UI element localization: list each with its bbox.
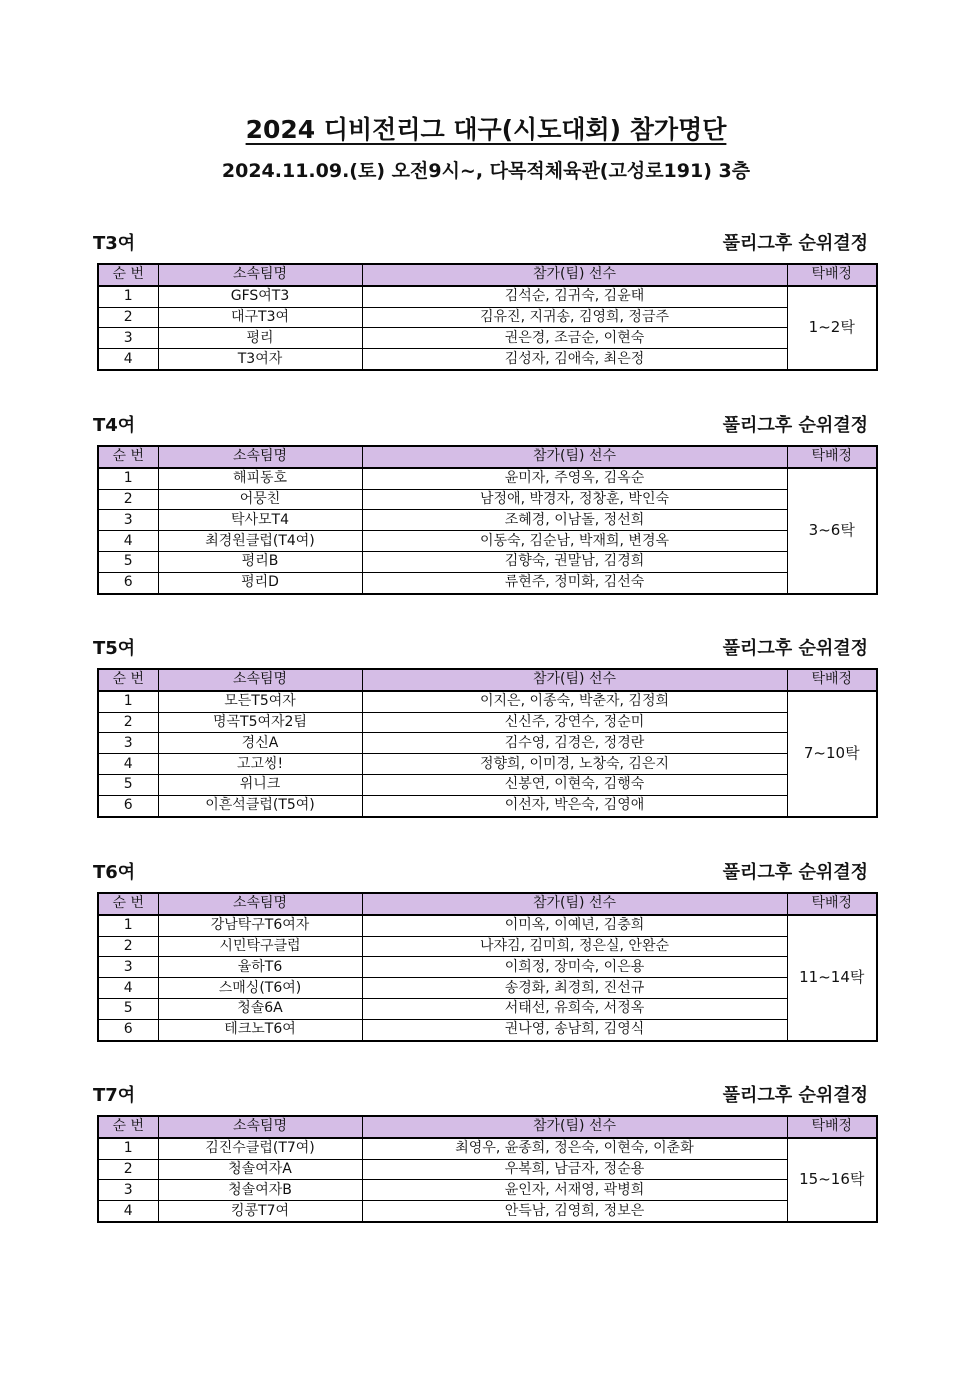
player-names: 김성자, 김애숙, 최은정	[362, 349, 787, 370]
section-note: 풀리그후 순위결정	[722, 638, 868, 659]
roster-table	[97, 263, 878, 371]
team-name: 명곡T5여자2팀	[158, 712, 362, 733]
row-number: 3	[98, 1180, 158, 1201]
team-name: 평리	[158, 328, 362, 349]
table-row	[98, 936, 877, 957]
table-assignment: 1~2탁	[787, 286, 877, 370]
header-table-assignment: 탁배정	[787, 446, 877, 468]
player-names: 이미옥, 이예년, 김충희	[362, 915, 787, 936]
section-label: T5여	[93, 638, 136, 659]
header-number: 순 번	[98, 446, 158, 468]
player-names: 신봉연, 이현숙, 김행숙	[362, 774, 787, 795]
table-header-row	[98, 669, 877, 691]
table-header-row	[98, 893, 877, 915]
table-row	[98, 1138, 877, 1159]
table-row	[98, 510, 877, 531]
row-number: 3	[98, 733, 158, 754]
player-names: 안득남, 김영희, 정보은	[362, 1201, 787, 1222]
table-assignment: 11~14탁	[787, 915, 877, 1041]
header-team: 소속팀명	[158, 1116, 362, 1138]
table-row	[98, 551, 877, 572]
header-number: 순 번	[98, 264, 158, 286]
team-name: 강남탁구T6여자	[158, 915, 362, 936]
table-row	[98, 286, 877, 307]
section-label: T7여	[93, 1085, 136, 1106]
table-row	[98, 1159, 877, 1180]
player-names: 이희정, 장미숙, 이은용	[362, 957, 787, 978]
header-team: 소속팀명	[158, 669, 362, 691]
table-row	[98, 531, 877, 552]
player-names: 윤인자, 서재영, 곽병희	[362, 1180, 787, 1201]
player-names: 정향희, 이미경, 노창숙, 김은지	[362, 754, 787, 775]
team-name: 평리D	[158, 572, 362, 593]
row-number: 4	[98, 531, 158, 552]
table-row	[98, 1180, 877, 1201]
player-names: 윤미자, 주영옥, 김옥순	[362, 468, 787, 489]
team-name: 테크노T6여	[158, 1019, 362, 1040]
table-row	[98, 691, 877, 712]
team-name: 시민탁구클럽	[158, 936, 362, 957]
header-number: 순 번	[98, 893, 158, 915]
table-row	[98, 349, 877, 370]
player-names: 권나영, 송남희, 김영식	[362, 1019, 787, 1040]
player-names: 남정애, 박경자, 정창훈, 박인숙	[362, 489, 787, 510]
team-name: 고고씽!	[158, 754, 362, 775]
table-row	[98, 572, 877, 593]
table-row	[98, 468, 877, 489]
row-number: 6	[98, 795, 158, 816]
row-number: 4	[98, 349, 158, 370]
team-name: 경신A	[158, 733, 362, 754]
row-number: 5	[98, 551, 158, 572]
player-names: 조혜경, 이남돌, 정선희	[362, 510, 787, 531]
header-table-assignment: 탁배정	[787, 1116, 877, 1138]
table-row	[98, 998, 877, 1019]
table-row	[98, 489, 877, 510]
row-number: 2	[98, 936, 158, 957]
roster-table	[97, 445, 878, 595]
table-row	[98, 328, 877, 349]
row-number: 1	[98, 1138, 158, 1159]
table-row	[98, 795, 877, 816]
player-names: 신신주, 강연수, 정순미	[362, 712, 787, 733]
section-note: 풀리그후 순위결정	[722, 862, 868, 883]
team-name: 어뭉친	[158, 489, 362, 510]
section-label: T4여	[93, 415, 136, 436]
row-number: 1	[98, 286, 158, 307]
player-names: 우복희, 남금자, 정순용	[362, 1159, 787, 1180]
row-number: 6	[98, 572, 158, 593]
page-title: 2024 디비전리그 대구(시도대회) 참가명단	[245, 115, 727, 144]
row-number: 4	[98, 1201, 158, 1222]
team-name: 최경원클럽(T4여)	[158, 531, 362, 552]
team-name: 이흔석클럽(T5여)	[158, 795, 362, 816]
team-name: 킹콩T7여	[158, 1201, 362, 1222]
header-players: 참가(팀) 선수	[362, 1116, 787, 1138]
header-team: 소속팀명	[158, 264, 362, 286]
team-name: 율하T6	[158, 957, 362, 978]
row-number: 4	[98, 754, 158, 775]
row-number: 5	[98, 998, 158, 1019]
header-table-assignment: 탁배정	[787, 669, 877, 691]
team-name: 청솔여자A	[158, 1159, 362, 1180]
team-name: 위니크	[158, 774, 362, 795]
roster-table	[97, 668, 878, 818]
table-row	[98, 1019, 877, 1040]
team-name: GFS여T3	[158, 286, 362, 307]
player-names: 권은경, 조금순, 이현숙	[362, 328, 787, 349]
row-number: 4	[98, 978, 158, 999]
row-number: 2	[98, 712, 158, 733]
team-name: 스매싱(T6여)	[158, 978, 362, 999]
row-number: 2	[98, 1159, 158, 1180]
player-names: 이동숙, 김순남, 박재희, 변경옥	[362, 531, 787, 552]
header-team: 소속팀명	[158, 446, 362, 468]
table-assignment: 7~10탁	[787, 691, 877, 817]
table-row	[98, 733, 877, 754]
team-name: T3여자	[158, 349, 362, 370]
player-names: 서태선, 유희숙, 서정옥	[362, 998, 787, 1019]
team-name: 평리B	[158, 551, 362, 572]
table-row	[98, 307, 877, 328]
row-number: 3	[98, 510, 158, 531]
player-names: 김향숙, 권말남, 김경희	[362, 551, 787, 572]
player-names: 송경화, 최경희, 진선규	[362, 978, 787, 999]
header-players: 참가(팀) 선수	[362, 669, 787, 691]
section-label: T3여	[93, 233, 136, 254]
row-number: 2	[98, 307, 158, 328]
header-table-assignment: 탁배정	[787, 264, 877, 286]
header-players: 참가(팀) 선수	[362, 264, 787, 286]
player-names: 김수영, 김경은, 정경란	[362, 733, 787, 754]
team-name: 모든T5여자	[158, 691, 362, 712]
player-names: 류현주, 정미화, 김선숙	[362, 572, 787, 593]
player-names: 이선자, 박은숙, 김영애	[362, 795, 787, 816]
table-row	[98, 957, 877, 978]
section-note: 풀리그후 순위결정	[722, 233, 868, 254]
player-names: 최영우, 윤종희, 정은숙, 이현숙, 이춘화	[362, 1138, 787, 1159]
section-label: T6여	[93, 862, 136, 883]
player-names: 김유진, 지귀송, 김영희, 정금주	[362, 307, 787, 328]
table-header-row	[98, 264, 877, 286]
table-row	[98, 712, 877, 733]
team-name: 탁사모T4	[158, 510, 362, 531]
row-number: 6	[98, 1019, 158, 1040]
row-number: 5	[98, 774, 158, 795]
page-subtitle: 2024.11.09.(토) 오전9시~, 다목적체육관(고성로191) 3층	[221, 160, 751, 182]
page-title-wrap	[0, 110, 972, 146]
header-table-assignment: 탁배정	[787, 893, 877, 915]
team-name: 청솔6A	[158, 998, 362, 1019]
row-number: 3	[98, 328, 158, 349]
player-names: 이지은, 이종숙, 박춘자, 김정희	[362, 691, 787, 712]
team-name: 청솔여자B	[158, 1180, 362, 1201]
table-row	[98, 754, 877, 775]
team-name: 대구T3여	[158, 307, 362, 328]
player-names: 나쟈김, 김미희, 정은실, 안완순	[362, 936, 787, 957]
section-note: 풀리그후 순위결정	[722, 415, 868, 436]
table-row	[98, 978, 877, 999]
table-row	[98, 915, 877, 936]
header-number: 순 번	[98, 669, 158, 691]
row-number: 1	[98, 915, 158, 936]
row-number: 1	[98, 468, 158, 489]
header-team: 소속팀명	[158, 893, 362, 915]
header-number: 순 번	[98, 1116, 158, 1138]
table-row	[98, 1201, 877, 1222]
row-number: 3	[98, 957, 158, 978]
roster-table	[97, 892, 878, 1042]
roster-table	[97, 1115, 878, 1223]
player-names: 김석순, 김귀숙, 김윤태	[362, 286, 787, 307]
row-number: 2	[98, 489, 158, 510]
header-players: 참가(팀) 선수	[362, 893, 787, 915]
section-note: 풀리그후 순위결정	[722, 1085, 868, 1106]
table-row	[98, 774, 877, 795]
row-number: 1	[98, 691, 158, 712]
table-header-row	[98, 446, 877, 468]
header-players: 참가(팀) 선수	[362, 446, 787, 468]
table-assignment: 15~16탁	[787, 1138, 877, 1222]
table-assignment: 3~6탁	[787, 468, 877, 594]
team-name: 해피동호	[158, 468, 362, 489]
table-header-row	[98, 1116, 877, 1138]
team-name: 김진수클럽(T7여)	[158, 1138, 362, 1159]
